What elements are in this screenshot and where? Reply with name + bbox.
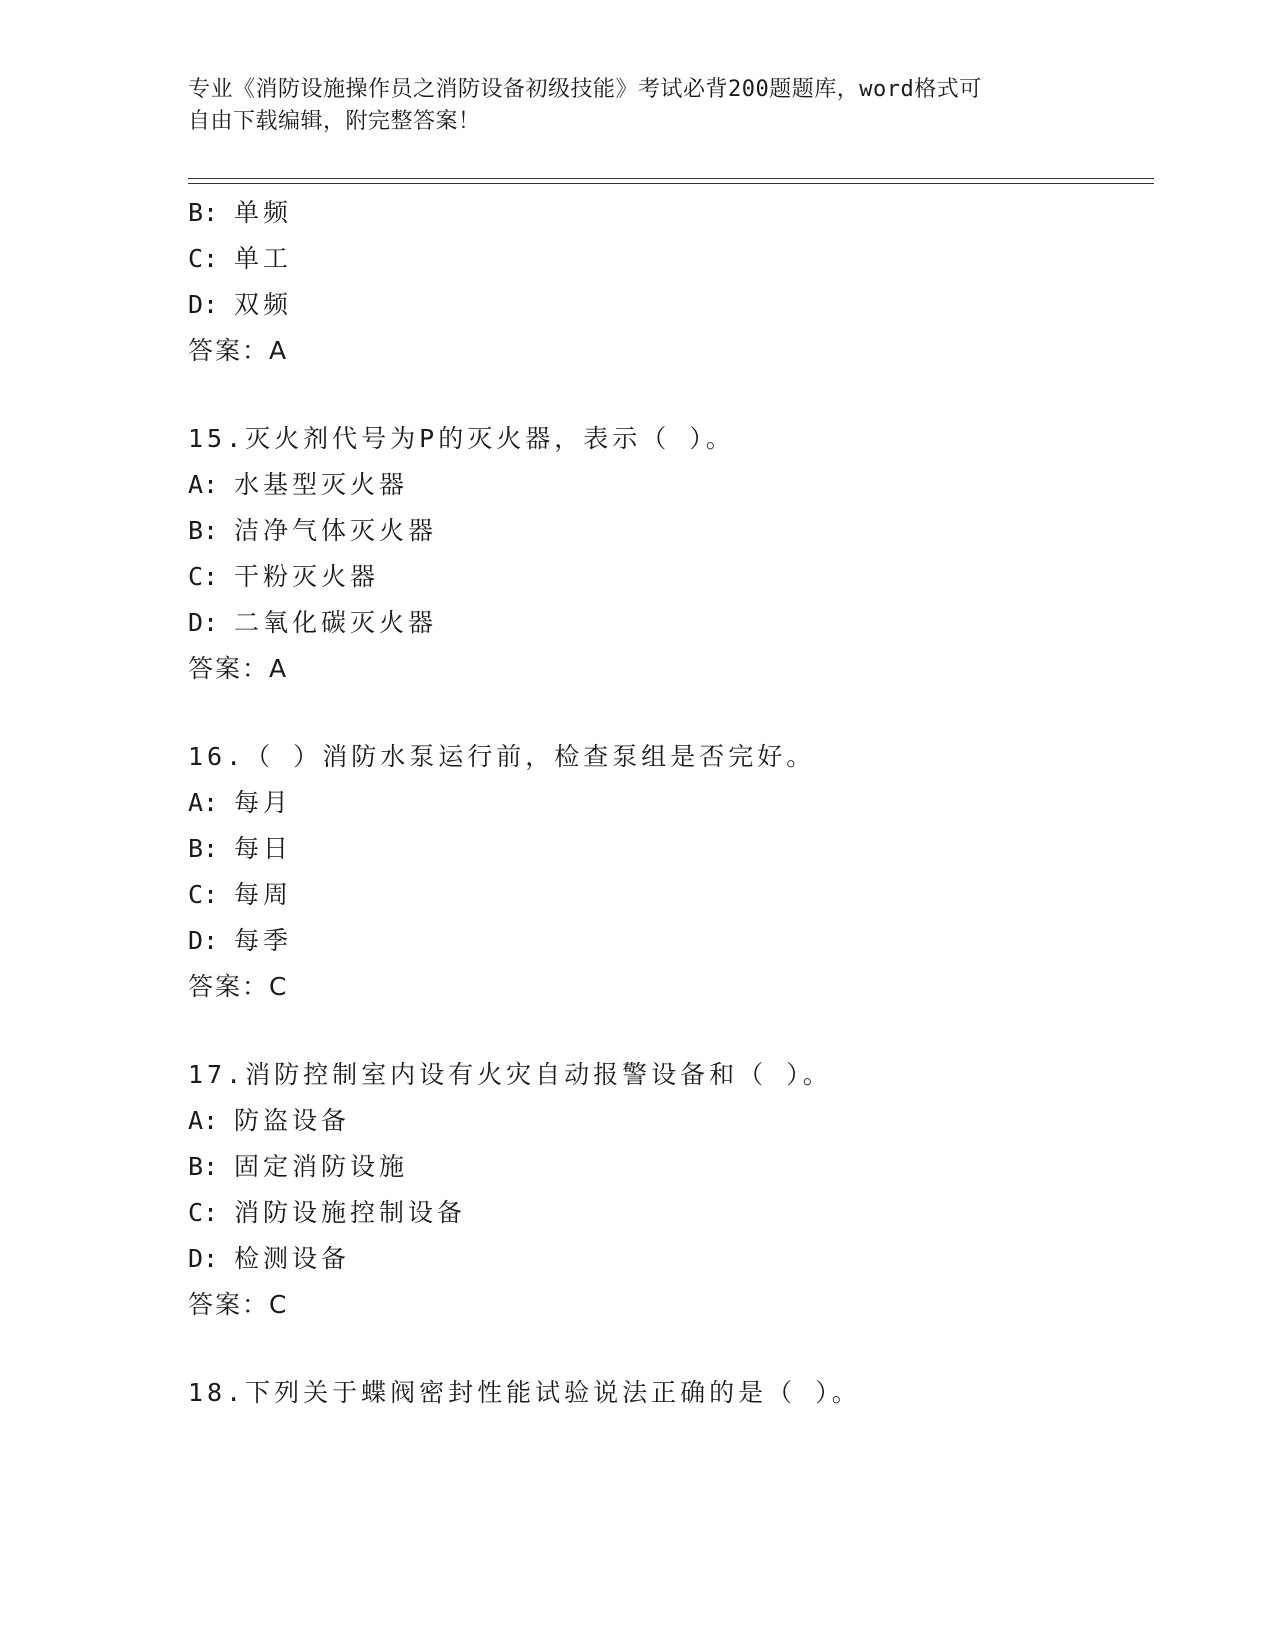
question-stem: 16.（ ）消防水泵运行前，检查泵组是否完好。 xyxy=(188,742,816,771)
option-text: 洁净气体灭火器 xyxy=(234,516,438,545)
question-stem: 17.消防控制室内设有火灾自动报警设备和（ ）。 xyxy=(188,1060,832,1089)
question-18 xyxy=(188,1370,1148,1416)
option-b xyxy=(188,190,1148,236)
document-header xyxy=(188,74,1068,138)
option-text: 防盗设备 xyxy=(234,1106,351,1135)
header-divider-top xyxy=(188,178,1154,179)
question-stem: 18.下列关于蝶阀密封性能试验说法正确的是（ ）。 xyxy=(188,1378,861,1407)
option-a xyxy=(188,780,1148,826)
option-label: D: xyxy=(188,608,219,637)
option-b xyxy=(188,508,1148,554)
option-label: B: xyxy=(188,834,219,863)
answer-line: 答案：C xyxy=(188,1290,289,1319)
option-label: D: xyxy=(188,926,219,955)
question-14-continued xyxy=(188,190,1148,374)
option-label: A: xyxy=(188,788,219,817)
option-d xyxy=(188,1236,1148,1282)
option-label: C: xyxy=(188,880,219,909)
question-list xyxy=(188,190,1148,1416)
option-text: 干粉灭火器 xyxy=(234,562,380,591)
option-label: A: xyxy=(188,470,219,499)
header-title-line-2: 自由下载编辑，附完整答案！ xyxy=(188,109,481,134)
question-16 xyxy=(188,734,1148,1010)
option-c xyxy=(188,872,1148,918)
question-stem: 15.灭火剂代号为P的灭火器，表示（ ）。 xyxy=(188,424,735,453)
header-title-line-1: 专业《消防设施操作员之消防设备初级技能》考试必背200题题库，word格式可 xyxy=(188,77,982,102)
option-label: D: xyxy=(188,290,219,319)
option-a xyxy=(188,1098,1148,1144)
option-c xyxy=(188,1190,1148,1236)
option-text: 检测设备 xyxy=(234,1244,351,1273)
option-label: C: xyxy=(188,562,219,591)
option-text: 每季 xyxy=(234,926,293,955)
option-text: 每日 xyxy=(234,834,293,863)
option-text: 单工 xyxy=(234,244,293,273)
option-label: D: xyxy=(188,1244,219,1273)
option-label: C: xyxy=(188,1198,219,1227)
option-d xyxy=(188,282,1148,328)
option-label: B: xyxy=(188,516,219,545)
option-text: 每月 xyxy=(234,788,293,817)
option-label: C: xyxy=(188,244,219,273)
option-b xyxy=(188,1144,1148,1190)
option-a xyxy=(188,462,1148,508)
option-text: 水基型灭火器 xyxy=(234,470,409,499)
option-d xyxy=(188,600,1148,646)
option-label: B: xyxy=(188,1152,219,1181)
option-text: 消防设施控制设备 xyxy=(234,1198,467,1227)
option-c xyxy=(188,554,1148,600)
option-text: 双频 xyxy=(234,290,293,319)
answer-line: 答案：A xyxy=(188,654,289,683)
question-15 xyxy=(188,416,1148,692)
option-c xyxy=(188,236,1148,282)
option-b xyxy=(188,826,1148,872)
option-text: 固定消防设施 xyxy=(234,1152,409,1181)
option-label: B: xyxy=(188,198,219,227)
option-text: 每周 xyxy=(234,880,293,909)
option-text: 单频 xyxy=(234,198,293,227)
question-17 xyxy=(188,1052,1148,1328)
option-text: 二氧化碳灭火器 xyxy=(234,608,438,637)
answer-line: 答案：C xyxy=(188,972,289,1001)
option-label: A: xyxy=(188,1106,219,1135)
header-divider-bottom xyxy=(188,183,1154,184)
option-d xyxy=(188,918,1148,964)
answer-line: 答案：A xyxy=(188,336,289,365)
